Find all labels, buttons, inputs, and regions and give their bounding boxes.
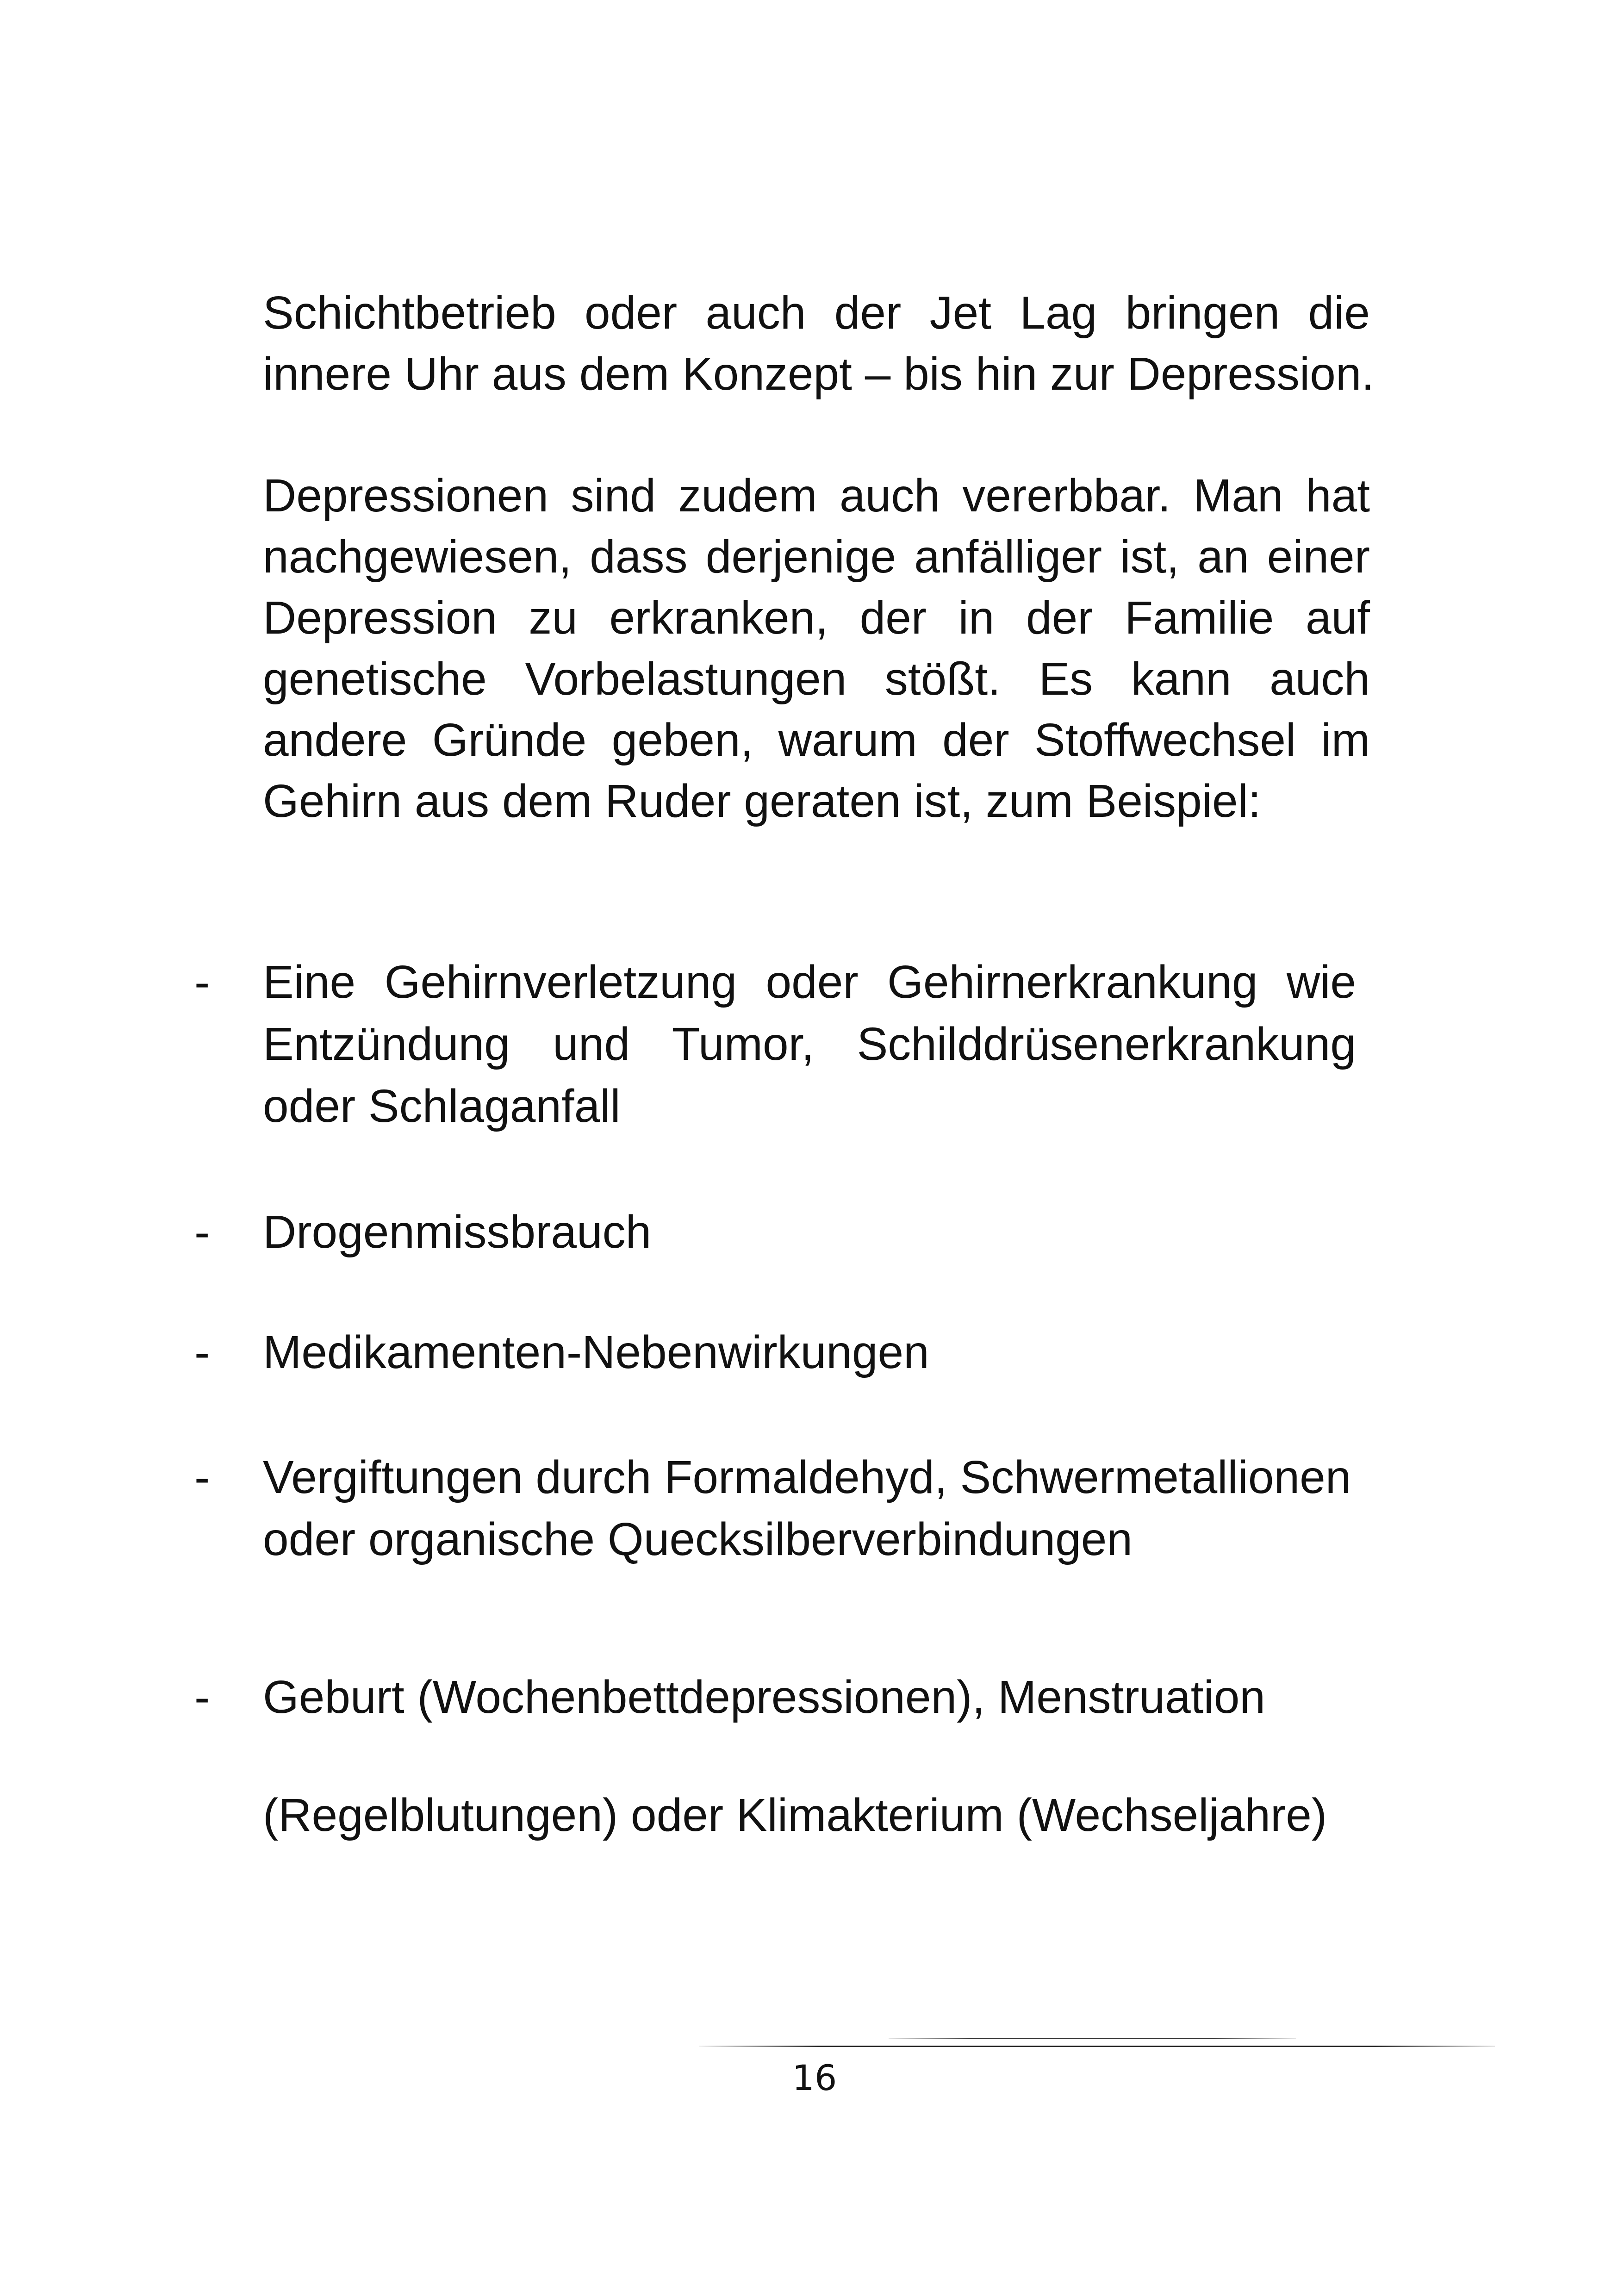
list-item-line: Vergiftungen durch Formaldehyd, Schwermetallionen (263, 1451, 1351, 1503)
list-item-text (263, 1446, 1356, 1570)
list-item-line: Geburt (Wochenbettdepressionen), Menstruation (263, 1671, 1266, 1723)
list-item-text (263, 951, 1356, 1137)
paragraph-2 (263, 465, 1370, 832)
list-item-continuation: (Regelblutungen) oder Klimakterium (Wechseljahre) (263, 1789, 1327, 1841)
paragraph-line: innere Uhr aus dem Konzept – bis hin zur Depression. (263, 348, 1375, 400)
list-item-line: Medikamenten-Nebenwirkungen (263, 1326, 929, 1378)
paragraph-line: Depression zu erkranken, der in der Familie auf (263, 592, 1370, 644)
list-item-line: Entzündung und Tumor, Schilddrüsenerkrankung (263, 1018, 1356, 1070)
paragraph-line: Depressionen sind zudem auch vererbbar. Man hat (263, 470, 1370, 522)
paragraph-1 (263, 282, 1375, 404)
paragraph-line: andere Gründe geben, warum der Stoffwechsel im (263, 714, 1370, 766)
list-bullet: - (194, 1451, 210, 1503)
list-item-line: Eine Gehirnverletzung oder Gehirnerkrankung wie (263, 956, 1356, 1008)
footer-rule-top (889, 2038, 1296, 2039)
list-item-text (263, 1666, 1356, 1728)
footer-rule (699, 2046, 1495, 2047)
page-number: 16 (792, 2057, 837, 2098)
list-item-line: oder Schlaganfall (263, 1080, 621, 1132)
list-item-text (263, 1321, 1356, 1383)
list-bullet: - (194, 1326, 210, 1378)
list-bullet: - (194, 1206, 210, 1258)
list-bullet: - (194, 956, 210, 1008)
paragraph-line: Gehirn aus dem Ruder geraten ist, zum Beispiel: (263, 775, 1261, 827)
paragraph-line: Schichtbetrieb oder auch der Jet Lag bringen die (263, 287, 1370, 339)
paragraph-line: nachgewiesen, dass derjenige anfälliger ist, an einer (263, 531, 1370, 583)
list-item-line: Drogenmissbrauch (263, 1206, 652, 1258)
list-item-text (263, 1201, 1356, 1263)
list-bullet: - (194, 1671, 210, 1723)
paragraph-line: genetische Vorbelastungen stößt. Es kann auch (263, 653, 1370, 705)
list-item-line: oder organische Quecksilberverbindungen (263, 1513, 1133, 1565)
